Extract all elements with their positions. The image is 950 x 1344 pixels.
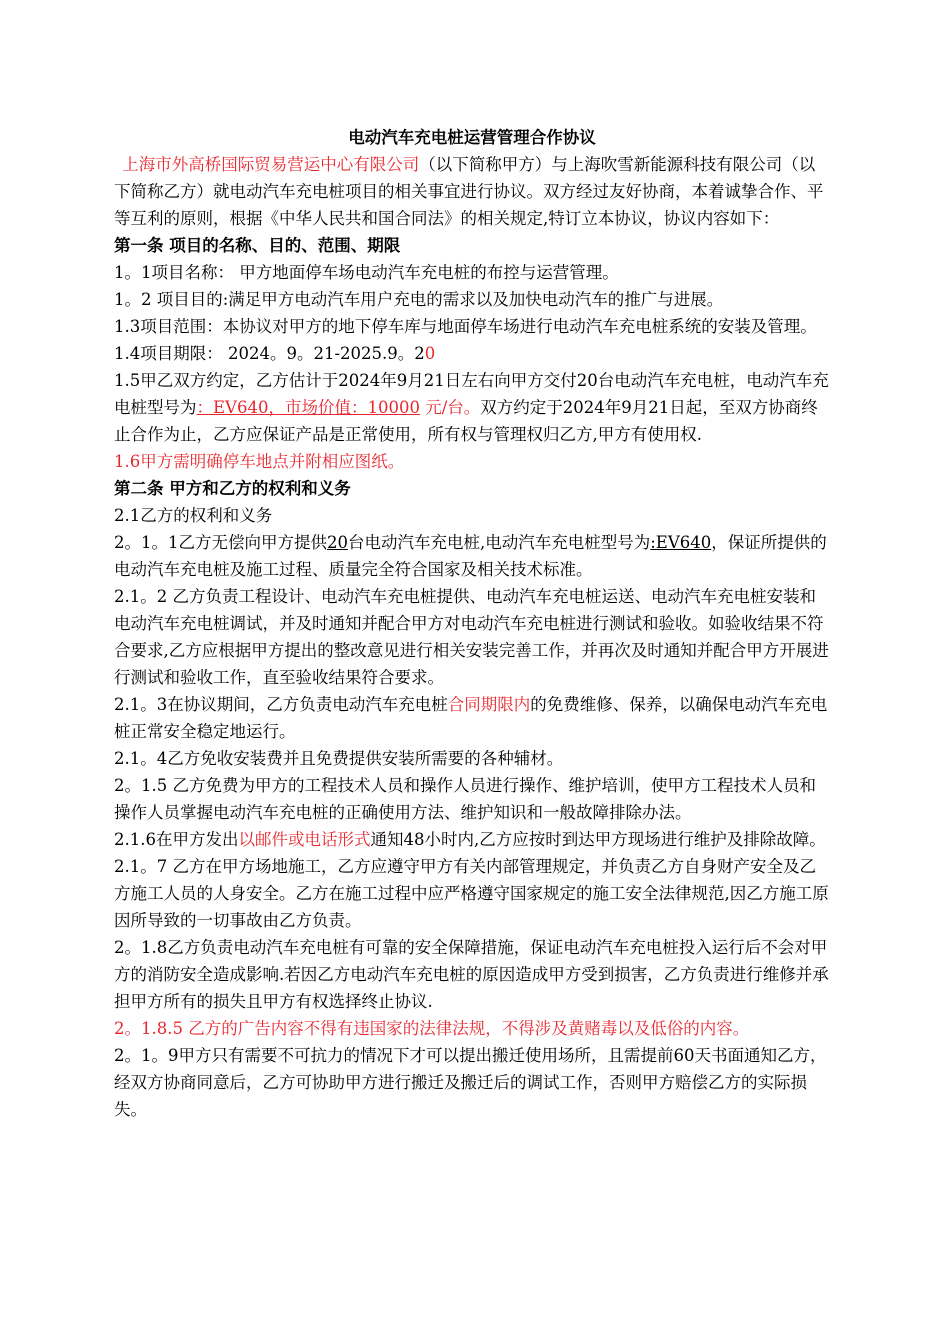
intro-paragraph — [114, 151, 830, 232]
clause-2-1-3-red: 合同期限内 — [447, 695, 531, 714]
clause-1-5-unit: 元/台。 — [419, 398, 481, 417]
clause-2-1-8-5: 2。1.8.5 乙方的广告内容不得有违国家的法律法规，不得涉及黄赌毒以及低俗的内容。 — [114, 1019, 750, 1038]
clause-2-1-1-model: :EV640 — [650, 533, 712, 552]
clause-2-1-3-text-b: 的免费维修、保养，以确保电动汽车充电桩正常安全稳定地运行。 — [114, 695, 828, 741]
clause-1-5-model-price: ：EV640，市场价值：10000 — [196, 398, 420, 417]
clause-2-1-5: 2。1.5 乙方免费为甲方的工程技术人员和操作人员进行操作、维护培训，使甲方工程技术人员和操作人员掌握电动汽车充电桩的正确使用方法、维护知识和一般故障排除办法。 — [114, 776, 816, 822]
clause-2-1-9: 2。1。9甲方只有需要不可抗力的情况下才可以提出搬迁使用场所，且需提前60天书面通知乙方，经双方协商同意后，乙方可协助甲方进行搬迁及搬迁后的调试工作，否则甲方赔偿乙方的实际损失。 — [114, 1046, 827, 1119]
clause-1-5-text-a: 1.5甲乙双方约定，乙方估计于2024年9月21日左右向甲方交付20台电动汽车充电桩，电动汽车充电桩型号为 — [114, 371, 829, 417]
clause-2-1-3-text-a: 2.1。3在协议期间，乙方负责电动汽车充电桩 — [114, 695, 448, 714]
clause-2-1-7: 2.1。7 乙方在甲方场地施工，乙方应遵守甲方有关内部管理规定，并负责乙方自身财产安全及乙方施工人员的人身安全。乙方在施工过程中应严格遵守国家规定的施工安全法律规范,因乙方施工原因所导致的一切事故由乙方负责。 — [114, 857, 829, 930]
clause-2-1-8: 2。1.8乙方负责电动汽车充电桩有可靠的安全保障措施，保证电动汽车充电桩投入运行后不会对甲方的消防安全造成影响.若因乙方电动汽车充电桩的原因造成甲方受到损害，乙方负责进行维修并承担甲方所有的损失且甲方有权选择终止协议. — [114, 938, 829, 1011]
clause-1-4 — [114, 340, 830, 367]
clause-1-4-red: 0 — [424, 344, 436, 363]
clause-2-1-1-text-b: 台电动汽车充电桩,电动汽车充电桩型号为 — [348, 533, 651, 552]
intro-text: （以下简称甲方）与上海吹雪新能源科技有限公司（以下简称乙方）就电动汽车充电桩项目的相关事宜进行协议。双方经过友好协商，本着诚挚合作、平等互利的原则，根据《中华人民共和国合同法》的相关规定,特订立本协议，协议内容如下： — [114, 155, 824, 228]
clause-1-5 — [114, 367, 830, 448]
party-a-name: 上海市外高桥国际贸易营运中心有限公司 — [122, 155, 420, 174]
clause-1-5-text-b: 双方约定于2024年9月21日起，至双方协商终止合作为止，乙方应保证产品是正常使用，所有权与管理权归乙方,甲方有使用权. — [114, 398, 818, 444]
clause-2-1-6-red: 以邮件或电话形式 — [238, 830, 371, 849]
clause-1-2: 1。2 项目目的:满足甲方电动汽车用户充电的需求以及加快电动汽车的推广与进展。 — [114, 290, 724, 309]
clause-2-1-6 — [114, 826, 830, 853]
clause-1-3: 1.3项目范围：本协议对甲方的地下停车库与地面停车场进行电动汽车充电桩系统的安装及管理。 — [114, 317, 817, 336]
clause-2-1-2: 2.1。2 乙方负责工程设计、电动汽车充电桩提供、电动汽车充电桩运送、电动汽车充电桩安装和电动汽车充电桩调试，并及时通知并配合甲方对电动汽车充电桩进行测试和验收。如验收结果不符合要求,乙方应根据甲方提出的整改意见进行相关安装完善工作，并再次及时通知并配合甲方开展进行测试和验收工作，直至验收结果符合要求。 — [114, 587, 829, 687]
clause-2-1-1-text-a: 2。1。1乙方无偿向甲方提供 — [114, 533, 327, 552]
clause-2-1-6-text-a: 2.1.6在甲方发出 — [114, 830, 239, 849]
article-1-heading: 第一条 项目的名称、目的、范围、期限 — [114, 236, 401, 255]
clause-2-1-3 — [114, 691, 830, 745]
clause-1-6: 1.6甲方需明确停车地点并附相应图纸。 — [114, 452, 405, 471]
clause-1-4-text: 1.4项目期限： 2024。9。21-2025.9。2 — [114, 344, 425, 363]
document-title: 电动汽车充电桩运营管理合作协议 — [348, 128, 596, 147]
clause-2-1-1-qty: 20 — [327, 533, 348, 552]
article-2-heading: 第二条 甲方和乙方的权利和义务 — [114, 479, 351, 498]
clause-2-1-1 — [114, 529, 830, 583]
clause-2-1-1-text-c: ，保证所提供的电动汽车充电桩及施工过程、质量完全符合国家及相关技术标准。 — [114, 533, 827, 579]
clause-1-1: 1。1项目名称： 甲方地面停车场电动汽车充电桩的布控与运营管理。 — [114, 263, 619, 282]
clause-2-1-6-text-b: 通知48小时内,乙方应按时到达甲方现场进行维护及排除故障。 — [370, 830, 826, 849]
document-page — [114, 124, 830, 1123]
clause-2-1: 2.1乙方的权利和义务 — [114, 506, 273, 525]
clause-2-1-4: 2.1。4乙方免收安装费并且免费提供安装所需要的各种辅材。 — [114, 749, 564, 768]
